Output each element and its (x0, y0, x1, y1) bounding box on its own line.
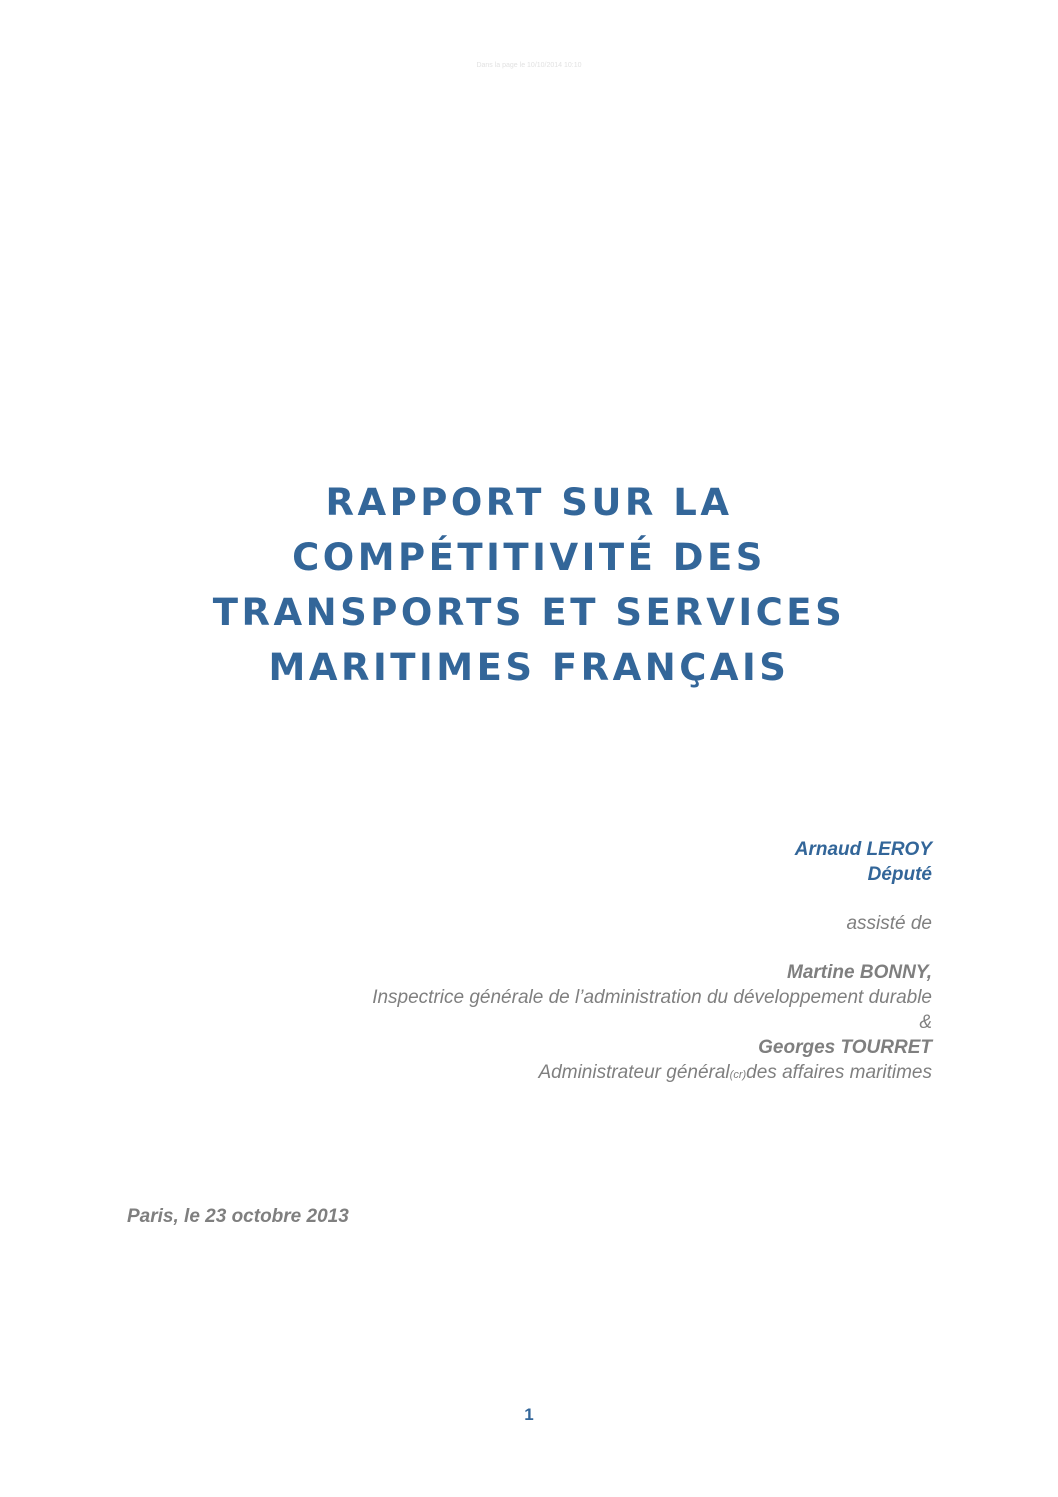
assistant1-name: Martine BONNY, (787, 962, 932, 983)
assistant2-name: Georges TOURRET (758, 1037, 932, 1058)
assistant2-role (372, 1060, 932, 1088)
authors-block (372, 837, 932, 1088)
assistant2-role-sub: (cr) (729, 1069, 747, 1081)
title-line: COMPÉTITIVITÉ DES (292, 536, 766, 579)
title-line: MARITIMES FRANÇAIS (268, 646, 790, 689)
author-name: Arnaud LEROY (794, 839, 932, 860)
title-line: TRANSPORTS ET SERVICES (212, 591, 846, 634)
assistant1-role: Inspectrice générale de l’administration du développement durable (372, 987, 932, 1008)
title-line: RAPPORT SUR LA (325, 481, 733, 524)
document-title (0, 475, 1058, 695)
date-line: Paris, le 23 octobre 2013 (127, 1206, 349, 1227)
header-note: Dans la page le 10/10/2014 10:10 (476, 62, 582, 69)
ampersand: & (919, 1012, 932, 1033)
assistant2-role-b: des affaires maritimes (746, 1062, 932, 1083)
author-role: Député (867, 864, 932, 885)
page-number: 1 (524, 1405, 534, 1424)
assisted-by: assisté de (846, 913, 932, 934)
assistant2-role-a: Administrateur général (538, 1062, 730, 1083)
